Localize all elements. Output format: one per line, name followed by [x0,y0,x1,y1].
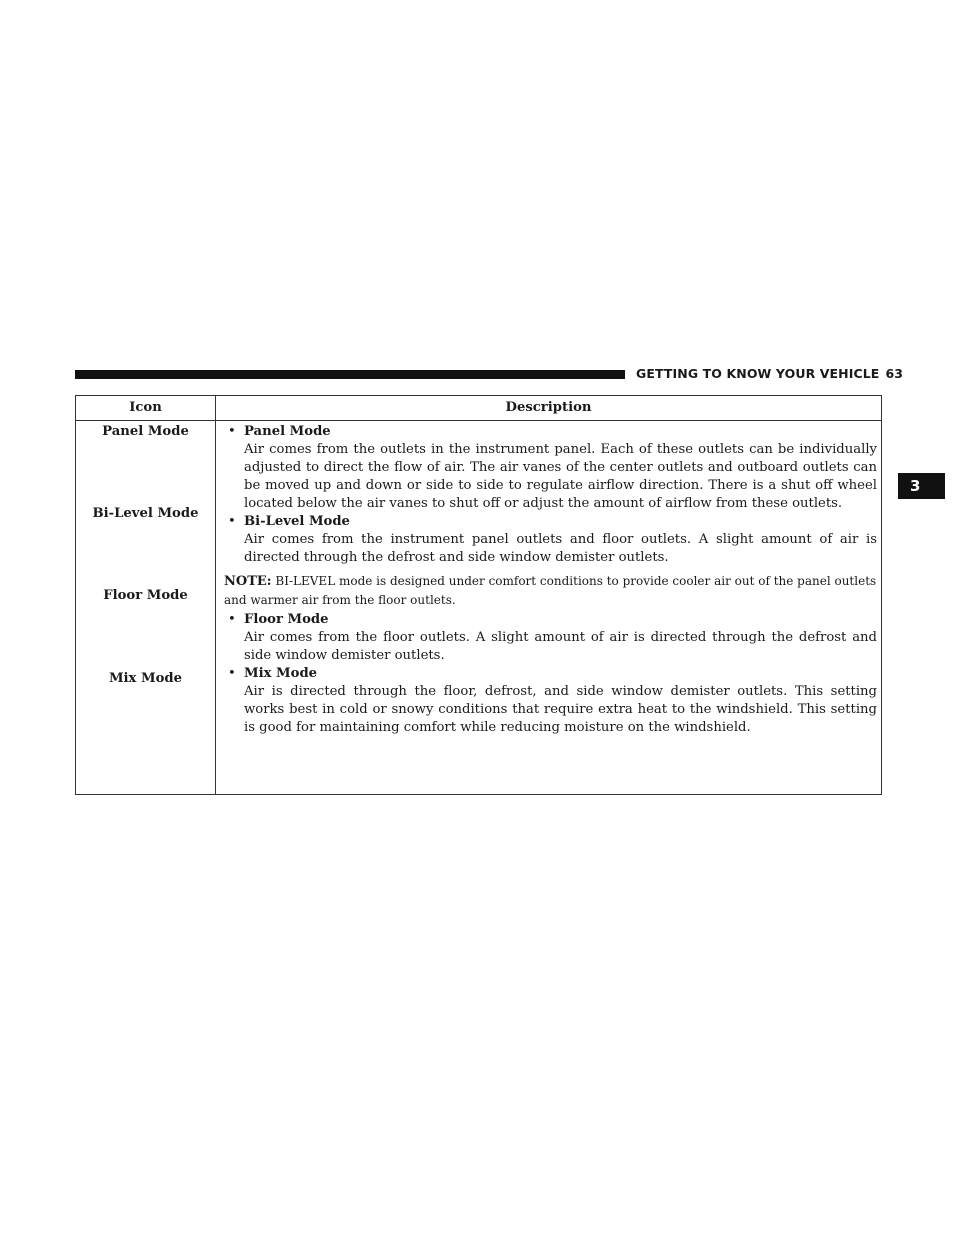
header-rule [75,370,625,379]
bullet: • [228,514,236,529]
chapter-tab: 3 [898,473,945,499]
running-header [636,366,904,382]
note-text: BI-LEVEL mode is designed under comfort conditions to provide cooler air out of the panel outlets and warmer air from the floor outlets. [224,574,877,607]
mode-description: Air is directed through the floor, defrost, and side window demister outlets. This setting works best in cold or snowy conditions that require extra heat to the windshield. This setting is good for maintaining comfort while reducing moisture on the windshield. [244,684,877,735]
bullet: • [228,666,236,681]
table-header-row [76,396,882,421]
bullet: • [228,424,236,439]
description-cell [216,421,882,795]
icon-label-bi-level-mode: Bi-Level Mode [92,506,199,521]
mode-description: Air comes from the instrument panel outlets and floor outlets. A slight amount of air is directed through the defrost and side window demister outlets. [244,532,877,565]
table-row [76,421,882,795]
bullet: • [228,612,236,627]
note [224,572,877,609]
mode-description: Air comes from the outlets in the instrument panel. Each of these outlets can be individually adjusted to direct the flow of air. The air vanes of the center outlets and outboard outlets can be moved up and down or side to side to regulate airflow direction. There is a shut off wheel located below the air vanes to shut off or adjust the amount of airflow from these outlets. [244,442,877,511]
note-label: NOTE: [224,574,272,589]
page-number: 63 [885,366,904,381]
list-item [224,423,877,513]
mode-description: Air comes from the floor outlets. A slight amount of air is directed through the defrost and side window demister outlets. [244,630,877,663]
mode-title: Mix Mode [244,666,318,681]
mode-title: Floor Mode [244,612,329,627]
mode-title: Bi-Level Mode [244,514,350,529]
mode-title: Panel Mode [244,424,331,439]
list-item [224,513,877,567]
icon-label-floor-mode: Floor Mode [103,588,188,603]
list-item [224,665,877,737]
icon-column-header: Icon [76,396,216,421]
list-item [224,611,877,665]
modes-table [75,395,882,795]
description-column-header: Description [216,396,882,421]
icon-cell [76,421,216,795]
icon-label-mix-mode: Mix Mode [108,671,183,686]
chapter-title: GETTING TO KNOW YOUR VEHICLE [636,366,880,381]
icon-label-panel-mode: Panel Mode [102,424,189,439]
